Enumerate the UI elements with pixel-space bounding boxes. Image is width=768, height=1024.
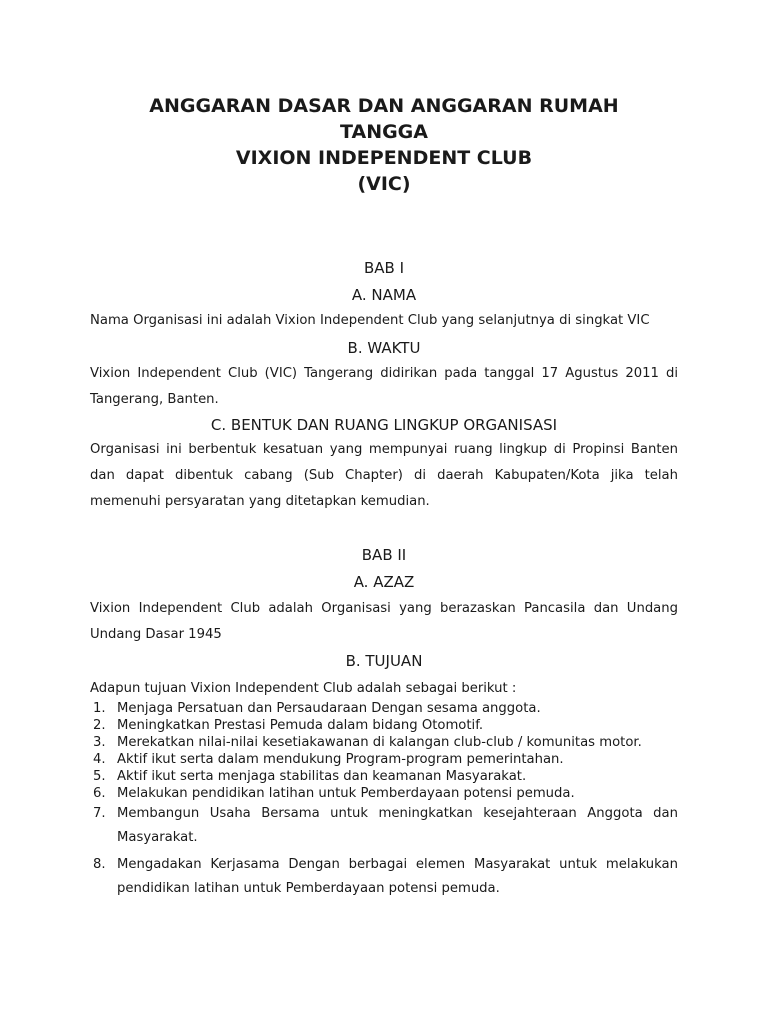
bab-1-nama-text: Nama Organisasi ini adalah Vixion Independent Club yang selanjutnya di singkat VIC — [90, 313, 650, 328]
list-text: Menjaga Persatuan dan Persaudaraan Dengan sesama anggota. — [117, 701, 541, 716]
list-text: Merekatkan nilai-nilai kesetiakawanan di kalangan club-club / komunitas motor. — [117, 735, 642, 750]
list-item — [90, 802, 678, 850]
title-line-1: ANGGARAN DASAR DAN ANGGARAN RUMAH — [149, 95, 619, 117]
list-number: 6. — [93, 786, 106, 801]
bab-2-azaz-text: Vixion Independent Club adalah Organisasi yang berazaskan Pancasila dan Undang Undang Dasar 1945 — [90, 601, 678, 642]
bab-2-label: BAB II — [361, 546, 407, 564]
list-item — [90, 700, 678, 717]
bab-1-label: BAB I — [363, 259, 405, 277]
bab-2-tujuan-intro: Adapun tujuan Vixion Independent Club adalah sebagai berikut : — [90, 681, 517, 696]
list-item — [90, 734, 678, 751]
list-text: Aktif ikut serta menjaga stabilitas dan keamanan Masyarakat. — [117, 769, 527, 784]
list-item — [90, 785, 678, 802]
list-item — [90, 717, 678, 734]
bab-2-heading-tujuan: B. TUJUAN — [345, 652, 423, 670]
list-text: Membangun Usaha Bersama untuk meningkatkan kesejahteraan Anggota dan Masyarakat. — [117, 806, 678, 845]
list-item — [90, 853, 678, 901]
list-number: 1. — [93, 701, 106, 716]
list-item — [90, 751, 678, 768]
list-number: 3. — [93, 735, 106, 750]
list-number: 5. — [93, 769, 106, 784]
bab-1-heading-nama: A. NAMA — [351, 286, 417, 304]
bab-1-bentuk-text: Organisasi ini berbentuk kesatuan yang mempunyai ruang lingkup di Propinsi Banten dan dapat dibentuk cabang (Sub Chapter) di daerah Kabupaten/Kota jika telah memenuhi persyaratan yang ditetapkan kemudian. — [90, 442, 678, 509]
bab-1-heading-waktu: B. WAKTU — [347, 339, 421, 357]
list-number: 4. — [93, 752, 106, 767]
list-text: Melakukan pendidikan latihan untuk Pemberdayaan potensi pemuda. — [117, 786, 575, 801]
list-number: 7. — [93, 806, 106, 821]
bab-1-waktu-text: Vixion Independent Club (VIC) Tangerang didirikan pada tanggal 17 Agustus 2011 di Tangerang, Banten. — [90, 366, 678, 407]
title-line-2: TANGGA — [340, 121, 428, 143]
list-text: Meningkatkan Prestasi Pemuda dalam bidang Otomotif. — [117, 718, 484, 733]
list-number: 2. — [93, 718, 106, 733]
list-text: Aktif ikut serta dalam mendukung Program-program pemerintahan. — [117, 752, 564, 767]
title-line-3: VIXION INDEPENDENT CLUB — [235, 147, 533, 169]
title-line-4: (VIC) — [357, 173, 411, 195]
list-number: 8. — [93, 857, 106, 872]
tujuan-list — [90, 700, 678, 901]
list-item — [90, 768, 678, 785]
bab-2-heading-azaz: A. AZAZ — [353, 573, 415, 591]
bab-1-heading-bentuk: C. BENTUK DAN RUANG LINGKUP ORGANISASI — [210, 416, 558, 434]
document-title — [90, 93, 678, 197]
list-text: Mengadakan Kerjasama Dengan berbagai elemen Masyarakat untuk melakukan pendidikan latihan untuk Pemberdayaan potensi pemuda. — [117, 857, 678, 896]
